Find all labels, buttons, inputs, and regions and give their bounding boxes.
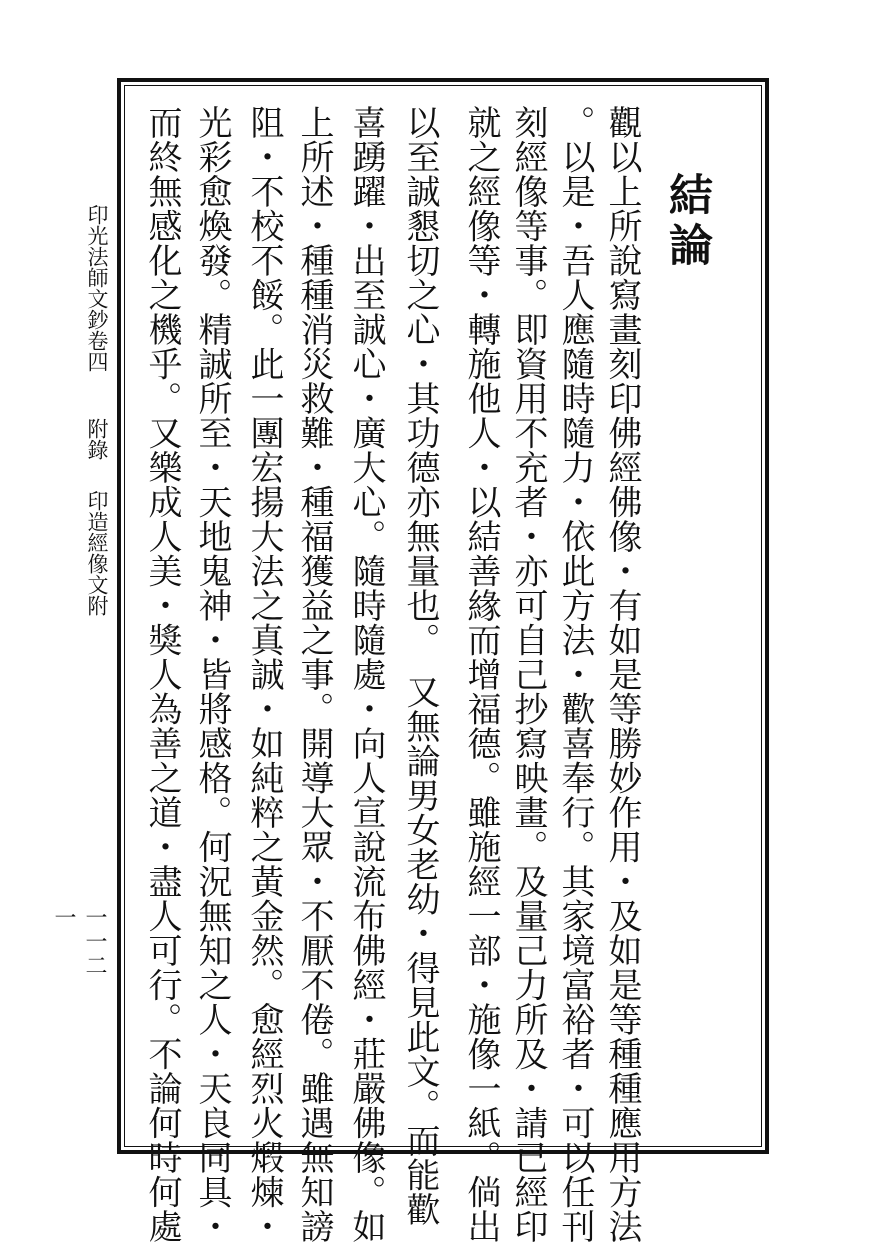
section-title: 結論: [661, 172, 712, 272]
text-column-2: 。以是・吾人應隨時隨力・依此方法・歡喜奉行。其家境富裕者・可以任刊: [555, 105, 595, 1244]
text-column-5: 以至誠懇切之心・其功德亦無量也。 又無論男女老幼・得見此文。而能歡: [400, 105, 440, 1227]
text-column-4: 就之經像等・轉施他人・以結善緣而增福德。雖施經一部・施像一紙。倘出: [461, 105, 501, 1244]
running-header-book-title: 印光法師文鈔卷四: [85, 204, 109, 372]
running-header-section: 附錄: [85, 418, 109, 460]
text-column-9: 光彩愈煥發。精誠所至・天地鬼神・皆將感格。何況無知之人・天良同具・: [192, 105, 232, 1244]
text-column-6: 喜踴躍・出至誠心・廣大心。隨時隨處・向人宣說流布佛經・莊嚴佛像。如: [346, 105, 386, 1244]
text-column-1: 觀以上所說寫畫刻印佛經佛像・有如是等勝妙作用・及如是等種種應用方法: [602, 105, 642, 1244]
page-number: 一一二一: [51, 906, 107, 978]
text-column-8: 阻・不校不餒。此一團宏揚大法之真誠・如純粹之黃金然。愈經烈火煅煉・: [244, 105, 284, 1244]
running-header-chapter: 印造經像文附: [85, 490, 109, 616]
text-column-7: 上所述・種種消災救難・種福獲益之事。開導大眾・不厭不倦。雖遇無知謗: [294, 105, 334, 1244]
text-column-3: 刻經像等事。即資用不充者・亦可自己抄寫映畫。及量己力所及・請已經印: [508, 105, 548, 1244]
text-column-10: 而終無感化之機乎。又樂成人美・獎人為善之道・盡人可行。不論何時何處: [142, 105, 182, 1244]
